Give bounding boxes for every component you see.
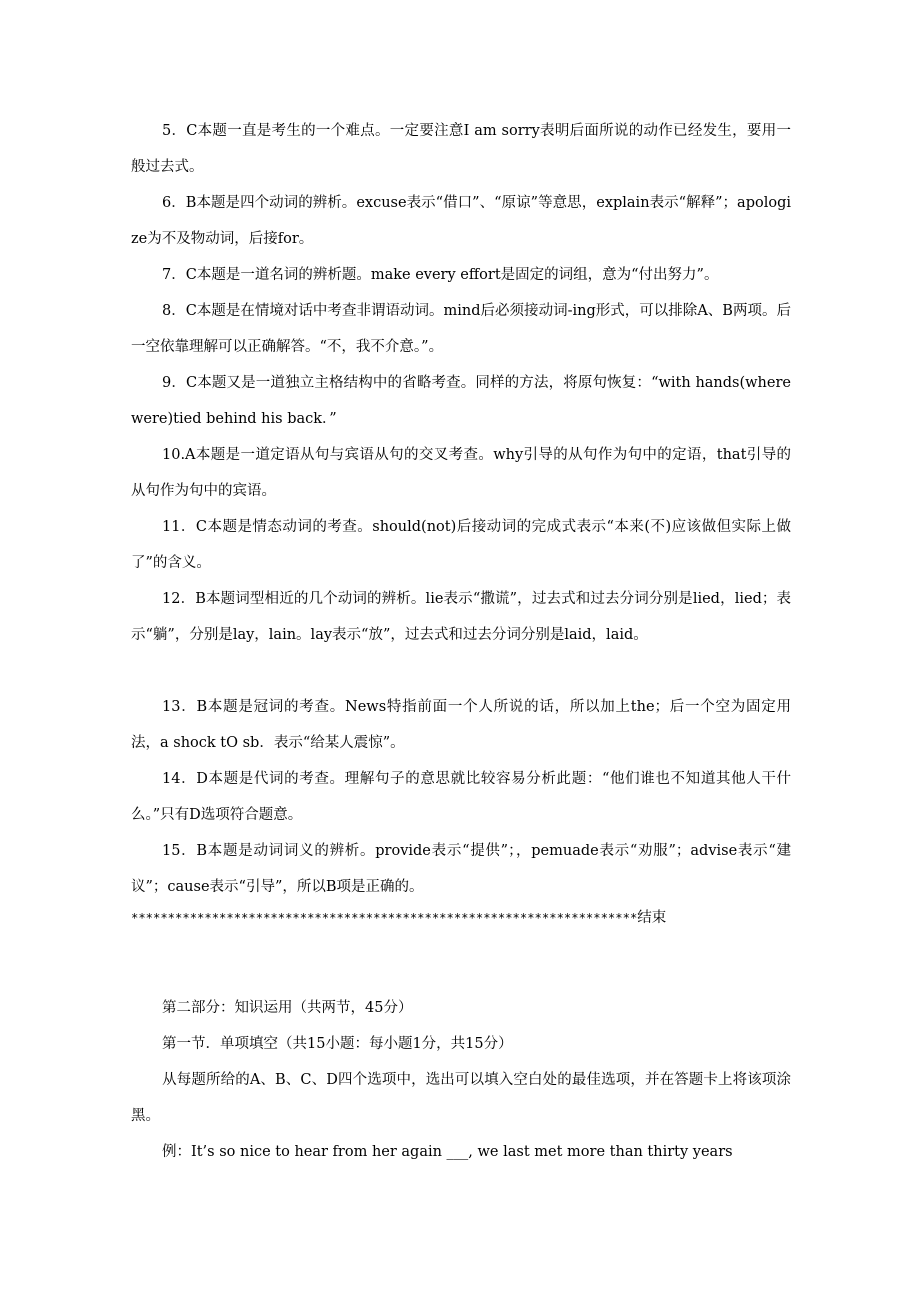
answer-text: 6．B本题是四个动词的辨析。excuse表示“借口”、“原谅”等意思，explain表示“解释”；apologize为不及物动词，后接for。 — [131, 195, 791, 247]
answer-explanation-9 — [131, 365, 791, 437]
answer-explanation-6 — [131, 185, 791, 257]
answer-text: 8．C本题是在情境对话中考查非谓语动词。mind后必须接动词-ing形式，可以排除A、B两项。后一空依靠理解可以正确解答。“不，我不介意。”。 — [131, 303, 791, 355]
answer-text: 11．C本题是情态动词的考查。should(not)后接动词的完成式表示“本来(不)应该做但实际上做了”的含义。 — [131, 519, 791, 571]
part-title — [131, 990, 791, 1026]
answer-explanation-7 — [131, 257, 791, 293]
answer-text: 13．B本题是冠词的考查。News特指前面一个人所说的话，所以加上the；后一个空为固定用法，a shock tO sb．表示“给某人震惊”。 — [131, 699, 791, 751]
end-label: 结束 — [637, 910, 667, 926]
section-instruction — [131, 1062, 791, 1134]
answer-text: 9．C本题又是一道独立主格结构中的省略考查。同样的方法，将原句恢复：“with hands(where were)tied behind his back．” — [131, 375, 791, 427]
example-question — [131, 1134, 821, 1170]
answer-text: 5．C本题一直是考生的一个难点。一定要注意I am sorry表明后面所说的动作已经发生，要用一般过去式。 — [131, 123, 791, 175]
answer-text: 7．C本题是一道名词的辨析题。make every effort是固定的词组，意为“付出努力”。 — [162, 267, 719, 283]
part-title-text: 第二部分：知识运用（共两节，45分） — [162, 1000, 413, 1016]
section-title-text: 第一节．单项填空（共15小题：每小题1分，共15分） — [162, 1036, 513, 1052]
answer-explanation-10 — [131, 437, 791, 509]
answer-text: 14．D本题是代词的考查。理解句子的意思就比较容易分析此题：“他们谁也不知道其他人干什么。”只有D选项符合题意。 — [131, 771, 791, 823]
end-divider — [131, 908, 831, 928]
answer-explanation-8 — [131, 293, 791, 365]
answer-explanation-12 — [131, 581, 791, 653]
answer-explanation-13 — [131, 689, 791, 761]
answer-text: 10.A本题是一道定语从句与宾语从句的交叉考查。why引导的从句作为句中的定语，that引导的从句作为句中的宾语。 — [131, 447, 791, 499]
answer-text: 12．B本题词型相近的几个动词的辨析。lie表示“撒谎”，过去式和过去分词分别是lied，lied；表示“躺”，分别是lay，lain。lay表示“放”，过去式和过去分词分别是laid，laid。 — [131, 591, 791, 643]
answer-explanation-5 — [131, 113, 791, 185]
instruction-text: 从每题所给的A、B、C、D四个选项中，选出可以填入空白处的最佳选项，并在答题卡上将该项涂黑。 — [131, 1072, 791, 1124]
answer-explanation-14 — [131, 761, 791, 833]
example-text: 例：It’s so nice to hear from her again ___, we last met more than thirty years — [162, 1144, 733, 1160]
answer-explanation-15 — [131, 833, 791, 905]
answer-text: 15．B本题是动词词义的辨析。provide表示“提供”；，pemuade表示“劝服”；advise表示“建议”；cause表示“引导”，所以B项是正确的。 — [131, 843, 791, 895]
answer-explanation-11 — [131, 509, 791, 581]
section-title — [131, 1026, 791, 1062]
star-divider-line: ********************************************************************* — [131, 911, 638, 925]
